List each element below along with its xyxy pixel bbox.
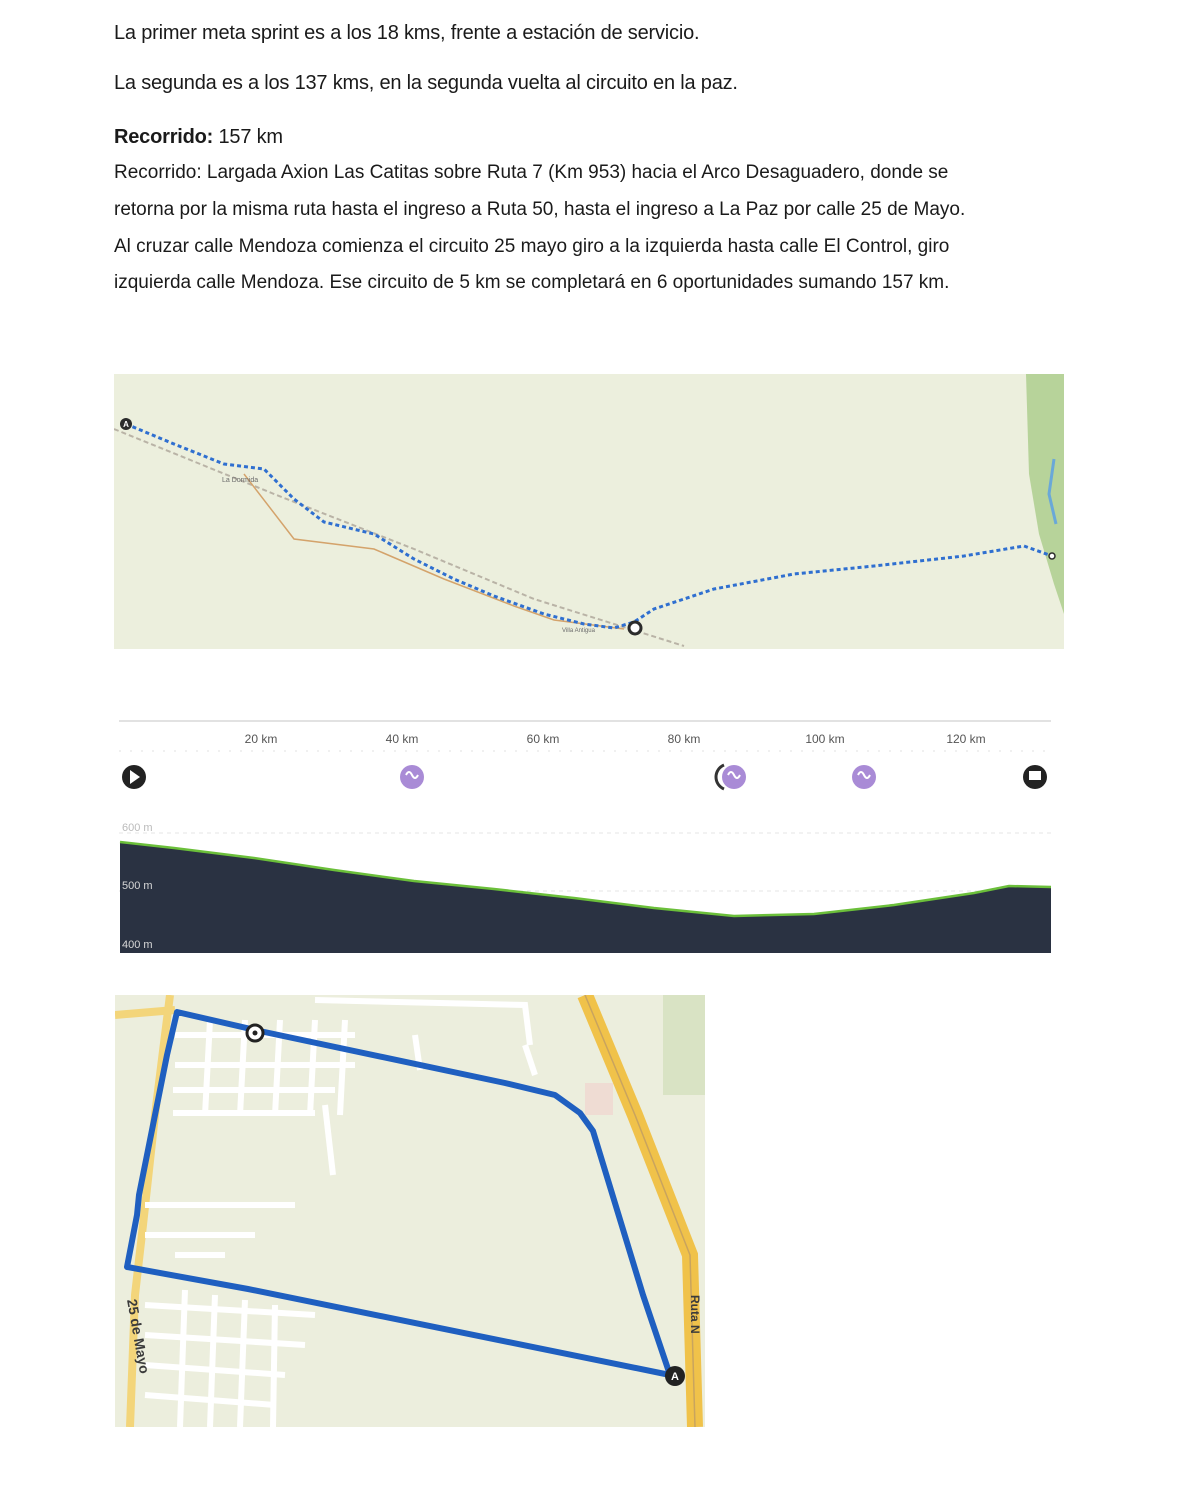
street-label: 25 de Mayo [124,1297,153,1375]
start-a-marker-label: A [671,1371,679,1383]
alt-tick-label: 600 m [122,822,153,834]
km-tick-label: 40 km [385,732,419,746]
sprint-icon [852,765,876,789]
circuit-map [115,995,705,1427]
recorrido-value: 157 km [213,126,283,148]
sprint-icon [722,765,746,789]
start-marker-label: A [123,420,129,429]
km-tick-label: 100 km [805,732,845,746]
alt-tick-label: 500 m [122,880,153,892]
road-label: Ruta N [688,1295,702,1334]
map-land [114,374,1064,649]
circuit-start-marker-dot [253,1031,258,1036]
description-line: Al cruzar calle Mendoza comienza el circuito 25 mayo giro a la izquierda hasta calle El Control, giro [114,236,950,257]
poi-area [585,1083,613,1115]
route-map-svg [114,374,1064,649]
km-tick-label: 80 km [667,732,701,746]
alt-tick-label: 400 m [122,939,153,951]
description-line: Recorrido: Largada Axion Las Catitas sobre Ruta 7 (Km 953) hacia el Arco Desaguadero, donde se [114,162,949,183]
km-tick-label: 20 km [244,732,278,746]
description-line: izquierda calle Mendoza. Ese circuito de 5 km se completará en 6 oportunidades sumando 157 km. [114,272,950,293]
sprint-note-1: La primer meta sprint es a los 18 kms, frente a estación de servicio. [114,22,700,44]
place-label: Villa Antigua [562,628,595,634]
km-tick-label: 60 km [526,732,560,746]
sprint-icon [400,765,424,789]
elevation-svg [114,715,1059,955]
place-label: La Dormida [222,477,259,484]
finish-flag-glyph [1029,771,1041,780]
sprint-note-2: La segunda es a los 137 kms, en la segunda vuelta al circuito en la paz. [114,72,738,94]
description-line: retorna por la misma ruta hasta el ingreso a Ruta 50, hasta el ingreso a La Paz por calle 25 de Mayo. [114,199,966,220]
km-tick-label: 120 km [946,732,986,746]
recorrido-heading [114,126,283,149]
route-overview-map [114,374,1064,649]
green-area [663,995,705,1095]
recorrido-label: Recorrido: [114,126,214,148]
circuit-marker-icon [629,622,641,634]
circuit-map-svg [115,995,705,1427]
elevation-profile [114,715,1059,955]
turnaround-marker-icon [1049,553,1055,559]
